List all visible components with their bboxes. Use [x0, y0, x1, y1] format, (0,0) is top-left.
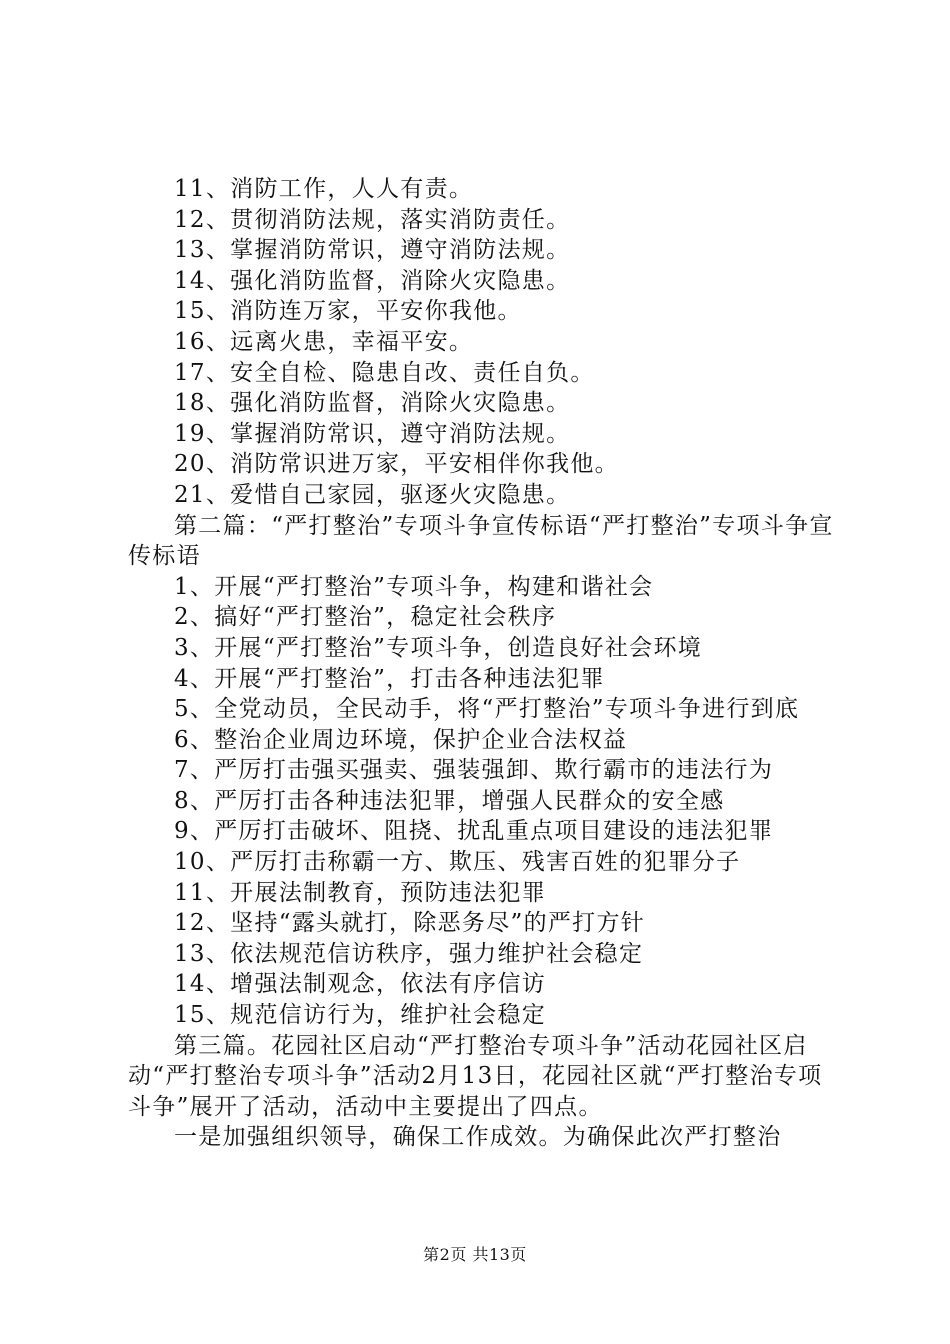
paragraph: 15、规范信访行为，维护社会稳定	[174, 1002, 547, 1029]
paragraph: 15、消防连万家，平安你我他。	[174, 298, 522, 325]
paragraph: 10、严厉打击称霸一方、欺压、残害百姓的犯罪分子	[174, 849, 741, 876]
paragraph: 13、掌握消防常识，遵守消防法规。	[174, 237, 571, 264]
page-number-footer: 第2页 共13页	[423, 1245, 527, 1264]
paragraph: 2、搞好“严打整治”，稳定社会秩序	[174, 604, 557, 631]
paragraph: 9、严厉打击破坏、阻挠、扰乱重点项目建设的违法犯罪	[174, 818, 774, 845]
section-heading: 第二篇：“严打整治”专项斗争宣传标语“严打整治”专项斗争宣传标语	[128, 512, 834, 570]
paragraph: 14、增强法制观念，依法有序信访	[174, 971, 547, 998]
paragraph: 一是加强组织领导，确保工作成效。为确保此次严打整治	[174, 1124, 782, 1151]
paragraph: 20、消防常识进万家，平安相伴你我他。	[174, 451, 619, 478]
paragraph: 12、贯彻消防法规，落实消防责任。	[174, 206, 571, 233]
paragraph: 19、掌握消防常识，遵守消防法规。	[174, 420, 571, 447]
paragraph: 7、严厉打击强买强卖、强装强卸、欺行霸市的违法行为	[174, 757, 774, 784]
paragraph: 8、严厉打击各种违法犯罪，增强人民群众的安全感	[174, 787, 725, 814]
paragraph: 13、依法规范信访秩序，强力维护社会稳定	[174, 940, 644, 967]
paragraph: 11、消防工作，人人有责。	[174, 176, 474, 202]
paragraph: 14、强化消防监督，消除火灾隐患。	[174, 267, 571, 294]
paragraph: 4、开展“严打整治”，打击各种违法犯罪	[174, 665, 605, 692]
paragraph: 5、全党动员，全民动手，将“严打整治”专项斗争进行到底	[174, 696, 800, 723]
paragraph: 18、强化消防监督，消除火灾隐患。	[174, 390, 571, 417]
paragraph: 3、开展“严打整治”专项斗争，创造良好社会环境	[174, 634, 703, 661]
paragraph: 21、爱惜自己家园，驱逐火灾隐患。	[174, 481, 571, 508]
paragraph: 16、远离火患，幸福平安。	[174, 328, 474, 355]
paragraph: 6、整治企业周边环境，保护企业合法权益	[174, 726, 628, 753]
paragraph: 1、开展“严打整治”专项斗争，构建和谐社会	[174, 573, 654, 600]
paragraph: 17、安全自检、隐患自改、责任自负。	[174, 359, 595, 386]
section-heading: 第三篇。花园社区启动“严打整治专项斗争”活动花园社区启动“严打整治专项斗争”活动2月13日，花园社区就“严打整治专项斗争”展开了活动，活动中主要提出了四点。	[128, 1032, 823, 1120]
paragraph: 11、开展法制教育，预防违法犯罪	[174, 879, 547, 906]
document-body	[128, 174, 834, 1153]
paragraph: 12、坚持“露头就打，除恶务尽”的严打方针	[174, 910, 646, 937]
